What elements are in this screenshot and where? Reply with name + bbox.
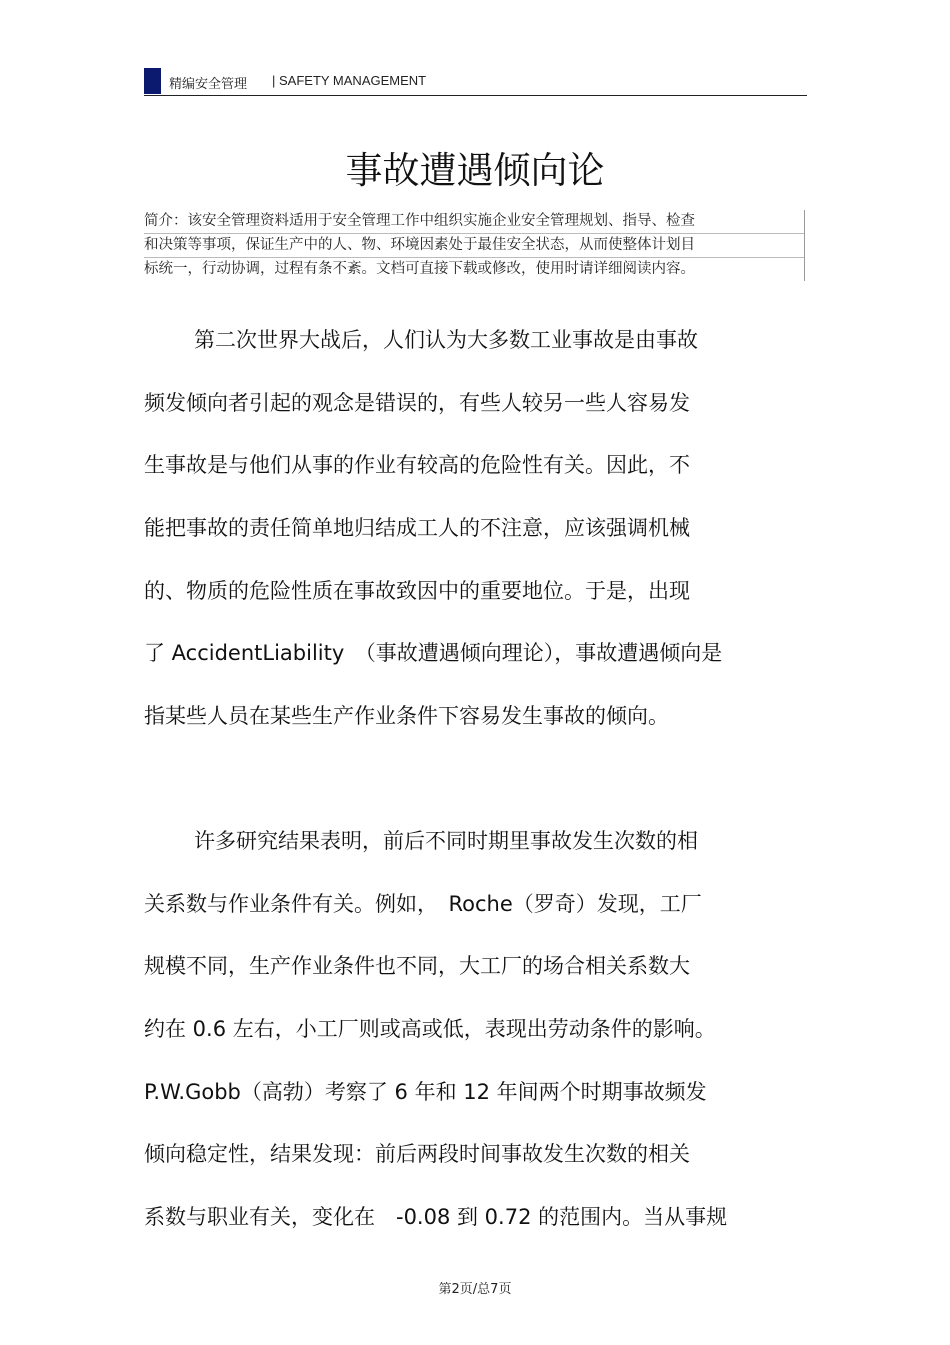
paragraph-line: 倾向稳定性，结果发现：前后两段时间事故发生次数的相关	[144, 1142, 690, 1167]
paragraph-2	[144, 826, 794, 1265]
paragraph-line: 许多研究结果表明，前后不同时期里事故发生次数的相	[194, 829, 698, 853]
paragraph-1	[144, 325, 794, 764]
paragraph-line: 规模不同，生产作业条件也不同，大工厂的场合相关系数大	[144, 954, 690, 979]
intro-box	[144, 210, 805, 281]
paragraph-line: 生事故是与他们从事的作业有较高的危险性有关。因此，不	[144, 453, 690, 478]
paragraph-line: 关系数与作业条件有关。例如， Roche（罗奇）发现，工厂	[144, 891, 702, 916]
paragraph-line: 频发倾向者引起的观念是错误的，有些人较另一些人容易发	[144, 390, 690, 415]
intro-line: 简介：该安全管理资料适用于安全管理工作中组织实施企业安全管理规划、指导、检查	[144, 210, 804, 234]
header-title-cn: 精编安全管理	[169, 77, 248, 92]
page-header	[144, 66, 807, 96]
intro-line: 标统一，行动协调，过程有条不紊。文档可直接下载或修改，使用时请详细阅读内容。	[144, 261, 695, 277]
document-title: 事故遭遇倾向论	[345, 149, 605, 192]
paragraph-line: 约在 0.6 左右，小工厂则或高或低，表现出劳动条件的影响。	[144, 1017, 716, 1042]
paragraph-line: P.W.Gobb（高勃）考察了 6 年和 12 年间两个时期事故频发	[144, 1079, 707, 1104]
intro-line: 和决策等事项，保证生产中的人、物、环境因素处于最佳安全状态，从而使整体计划目	[144, 234, 804, 258]
paragraph-line: 能把事故的责任简单地归结成工人的不注意，应该强调机械	[144, 516, 690, 541]
page-number: 第2页/总7页	[438, 1282, 512, 1297]
logo-icon	[144, 68, 161, 94]
paragraph-line: 第二次世界大战后，人们认为大多数工业事故是由事故	[194, 328, 698, 352]
paragraph-line: 了 AccidentLiability （事故遭遇倾向理论），事故遭遇倾向是	[144, 641, 723, 666]
header-title-en: | SAFETY MANAGEMENT	[272, 73, 427, 88]
paragraph-line: 指某些人员在某些生产作业条件下容易发生事故的倾向。	[144, 704, 669, 729]
paragraph-line: 的、物质的危险性质在事故致因中的重要地位。于是，出现	[144, 578, 690, 603]
paragraph-line: 系数与职业有关，变化在 -0.08 到 0.72 的范围内。当从事规	[144, 1205, 728, 1230]
